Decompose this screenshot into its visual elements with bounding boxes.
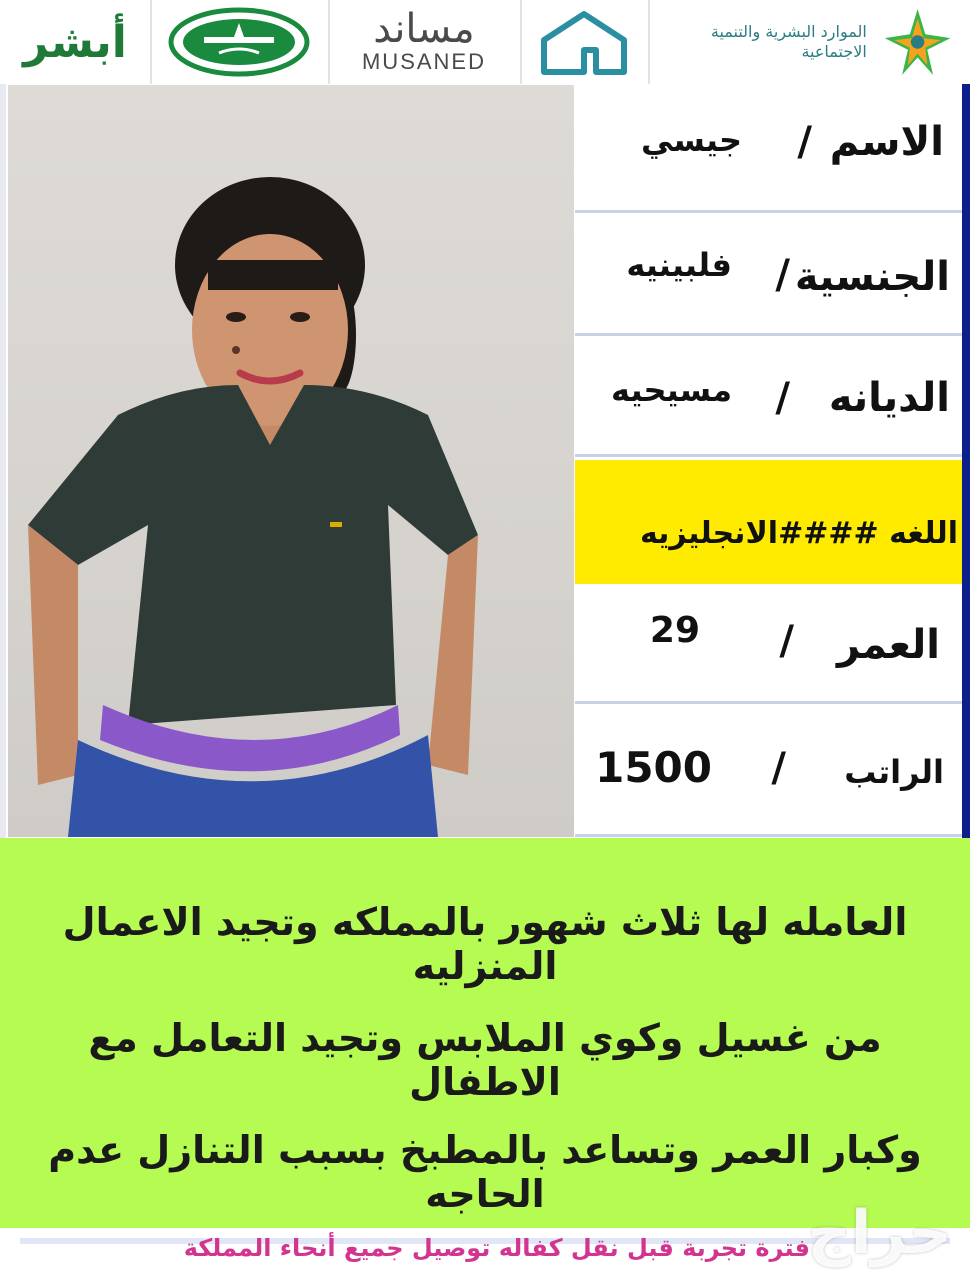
religion-value: مسيحيه xyxy=(611,371,732,409)
absher-logo-text: أبشر xyxy=(23,16,127,68)
name-row xyxy=(575,85,962,213)
absher-logo xyxy=(0,0,152,84)
worker-photo xyxy=(8,85,574,837)
nationality-value: فلبينيه xyxy=(626,246,732,284)
nationality-label: الجنسية xyxy=(794,254,950,300)
nationality-row xyxy=(575,216,962,336)
religion-row xyxy=(575,339,962,457)
religion-label: الديانه xyxy=(828,375,950,421)
house-logo xyxy=(520,0,650,84)
description-line-3: وكبار العمر وتساعد بالمطبخ بسبب التنازل عدم الحاجه xyxy=(48,1128,922,1216)
salary-separator: / xyxy=(771,745,786,791)
name-label: الاسم xyxy=(829,119,944,165)
nationality-separator: / xyxy=(775,252,790,298)
salary-value: 1500 xyxy=(595,743,712,792)
hrsd-logo xyxy=(648,0,970,84)
musaned-english-text: MUSANED xyxy=(361,49,486,74)
language-text: اللغه ####الانجليزيه xyxy=(639,516,958,551)
hrsd-star-icon xyxy=(877,5,958,79)
age-label: العمر xyxy=(836,622,940,668)
house-icon xyxy=(536,6,632,78)
musaned-arabic-text: مساند xyxy=(373,6,475,52)
hrsd-logo-text: الموارد البشرية والتنمية الاجتماعية xyxy=(710,22,867,61)
age-value: 29 xyxy=(649,610,700,651)
emblem-icon xyxy=(164,7,314,77)
musaned-logo xyxy=(328,0,522,84)
saudi-emblem-logo xyxy=(150,0,330,84)
age-separator: / xyxy=(779,618,794,664)
name-separator: / xyxy=(797,119,812,165)
religion-separator: / xyxy=(775,375,790,421)
salary-row xyxy=(575,707,962,837)
footer xyxy=(0,1198,970,1280)
salary-label: الراتب xyxy=(844,753,944,791)
watermark-text: حراج xyxy=(807,1198,952,1268)
age-row xyxy=(575,586,962,704)
language-row xyxy=(575,460,962,584)
description-block xyxy=(0,838,970,1228)
footer-text: فترة تجربة قبل نقل كفاله توصيل جميع أنحاء المملكة xyxy=(183,1234,810,1262)
name-value: جيسي xyxy=(640,121,742,159)
description-line-2: من غسيل وكوي الملابس وتجيد التعامل مع الاطفال xyxy=(88,1016,882,1104)
description-line-1: العامله لها ثلاث شهور بالمملكه وتجيد الاعمال المنزليه xyxy=(62,900,908,988)
worker-photo-illustration xyxy=(8,85,574,837)
frame-right-border xyxy=(962,84,970,844)
logos-header xyxy=(0,0,970,84)
